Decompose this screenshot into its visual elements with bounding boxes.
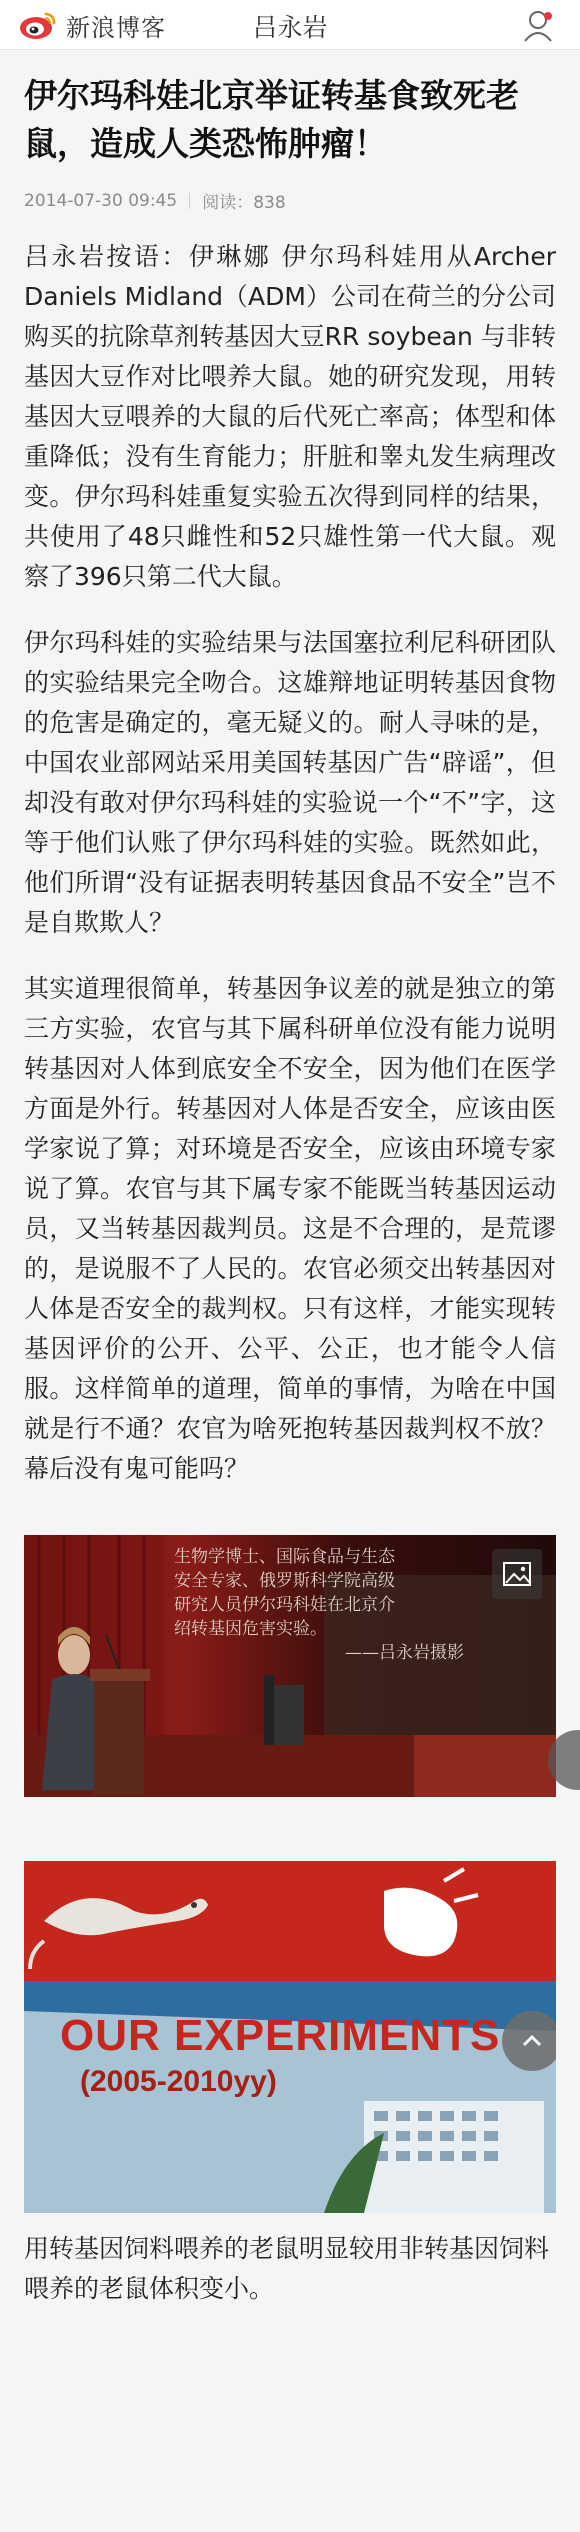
photo-caption: 用转基因饲料喂养的老鼠明显较用非转基因饲料喂养的老鼠体积变小。 <box>24 2234 550 2303</box>
image-view-icon <box>492 1549 542 1599</box>
overlay-line: 生物学博士、国际食品与生态 <box>174 1547 395 1567</box>
overlay-line: 绍转基因危害实验。 <box>174 1619 327 1639</box>
notification-dot-icon <box>544 12 552 20</box>
image-view-button[interactable] <box>492 1549 542 1599</box>
article-title: 伊尔玛科娃北京举证转基食致死老鼠，造成人类恐怖肿瘤！ <box>24 76 519 163</box>
collapse-button[interactable] <box>502 2011 556 2071</box>
overlay-line: ——吕永岩摄影 <box>345 1643 464 1663</box>
photo-overlay-caption <box>174 1545 504 1665</box>
blogger-name: 吕永岩 <box>252 13 328 42</box>
user-icon <box>522 8 558 44</box>
brand-text: 新浪博客 <box>66 13 166 42</box>
user-button[interactable] <box>522 8 562 44</box>
article <box>0 50 580 2309</box>
experiments-slide-photo[interactable] <box>24 1861 556 2213</box>
meta-divider <box>189 193 190 209</box>
read-count: 阅读：838 <box>202 193 286 213</box>
conference-photo[interactable] <box>24 1535 556 1797</box>
article-paragraph: 吕永岩按语：伊琳娜 伊尔玛科娃用从Archer Daniels Midland（ADM）公司在荷兰的分公司购买的抗除草剂转基因大豆RR soybean 与非转基因大豆作对比喂养大鼠。她的研究发现，用转基因大豆喂养的大鼠的后代死亡率高；体型和体重降低；没有生育能力；肝脏和睾丸发生病理改变。伊尔玛科娃重复实验五次得到同样的结果，共使用了48只雌性和52只雄性第一代大鼠。观察了396只第二代大鼠。 <box>24 242 556 591</box>
publish-date: 2014-07-30 09:45 <box>24 190 178 211</box>
top-bar <box>0 0 580 50</box>
article-paragraph: 伊尔玛科娃的实验结果与法国塞拉利尼科研团队的实验结果完全吻合。这雄辩地证明转基因食物的危害是确定的，毫无疑义的。耐人寻味的是，中国农业部网站采用美国转基因广告“辟谣”，但却没有敢对伊尔玛科娃的实验说一个“不”字，这等于他们认账了伊尔玛科娃的实验。既然如此，他们所谓“没有证据表明转基因食品不安全”岂不是自欺欺人？ <box>24 628 556 937</box>
article-paragraph: 其实道理很简单，转基因争议差的就是独立的第三方实验，农官与其下属科研单位没有能力说明转基因对人体到底安全不安全，因为他们在医学方面是外行。转基因对人体是否安全，应该由医学家说了算；对环境是否安全，应该由环境专家说了算。农官与其下属专家不能既当转基因运动员，又当转基因裁判员。这是不合理的，是荒谬的，是说服不了人民的。农官必须交出转基因对人体是否安全的裁判权。只有这样，才能实现转基因评价的公开、公平、公正，也才能令人信服。这样简单的道理，简单的事情，为啥在中国就是行不通？农官为啥死抱转基因裁判权不放？幕后没有鬼可能吗？ <box>24 974 556 1483</box>
collapse-icon <box>502 2011 556 2071</box>
overlay-line: 研究人员伊尔玛科娃在北京介 <box>174 1595 395 1615</box>
slide-heading: OUR EXPERIMENTS <box>60 2011 501 2060</box>
slide-years: (2005-2010yy) <box>80 2065 277 2098</box>
overlay-line: 安全专家、俄罗斯科学院高级 <box>174 1571 395 1591</box>
article-meta <box>24 188 556 213</box>
